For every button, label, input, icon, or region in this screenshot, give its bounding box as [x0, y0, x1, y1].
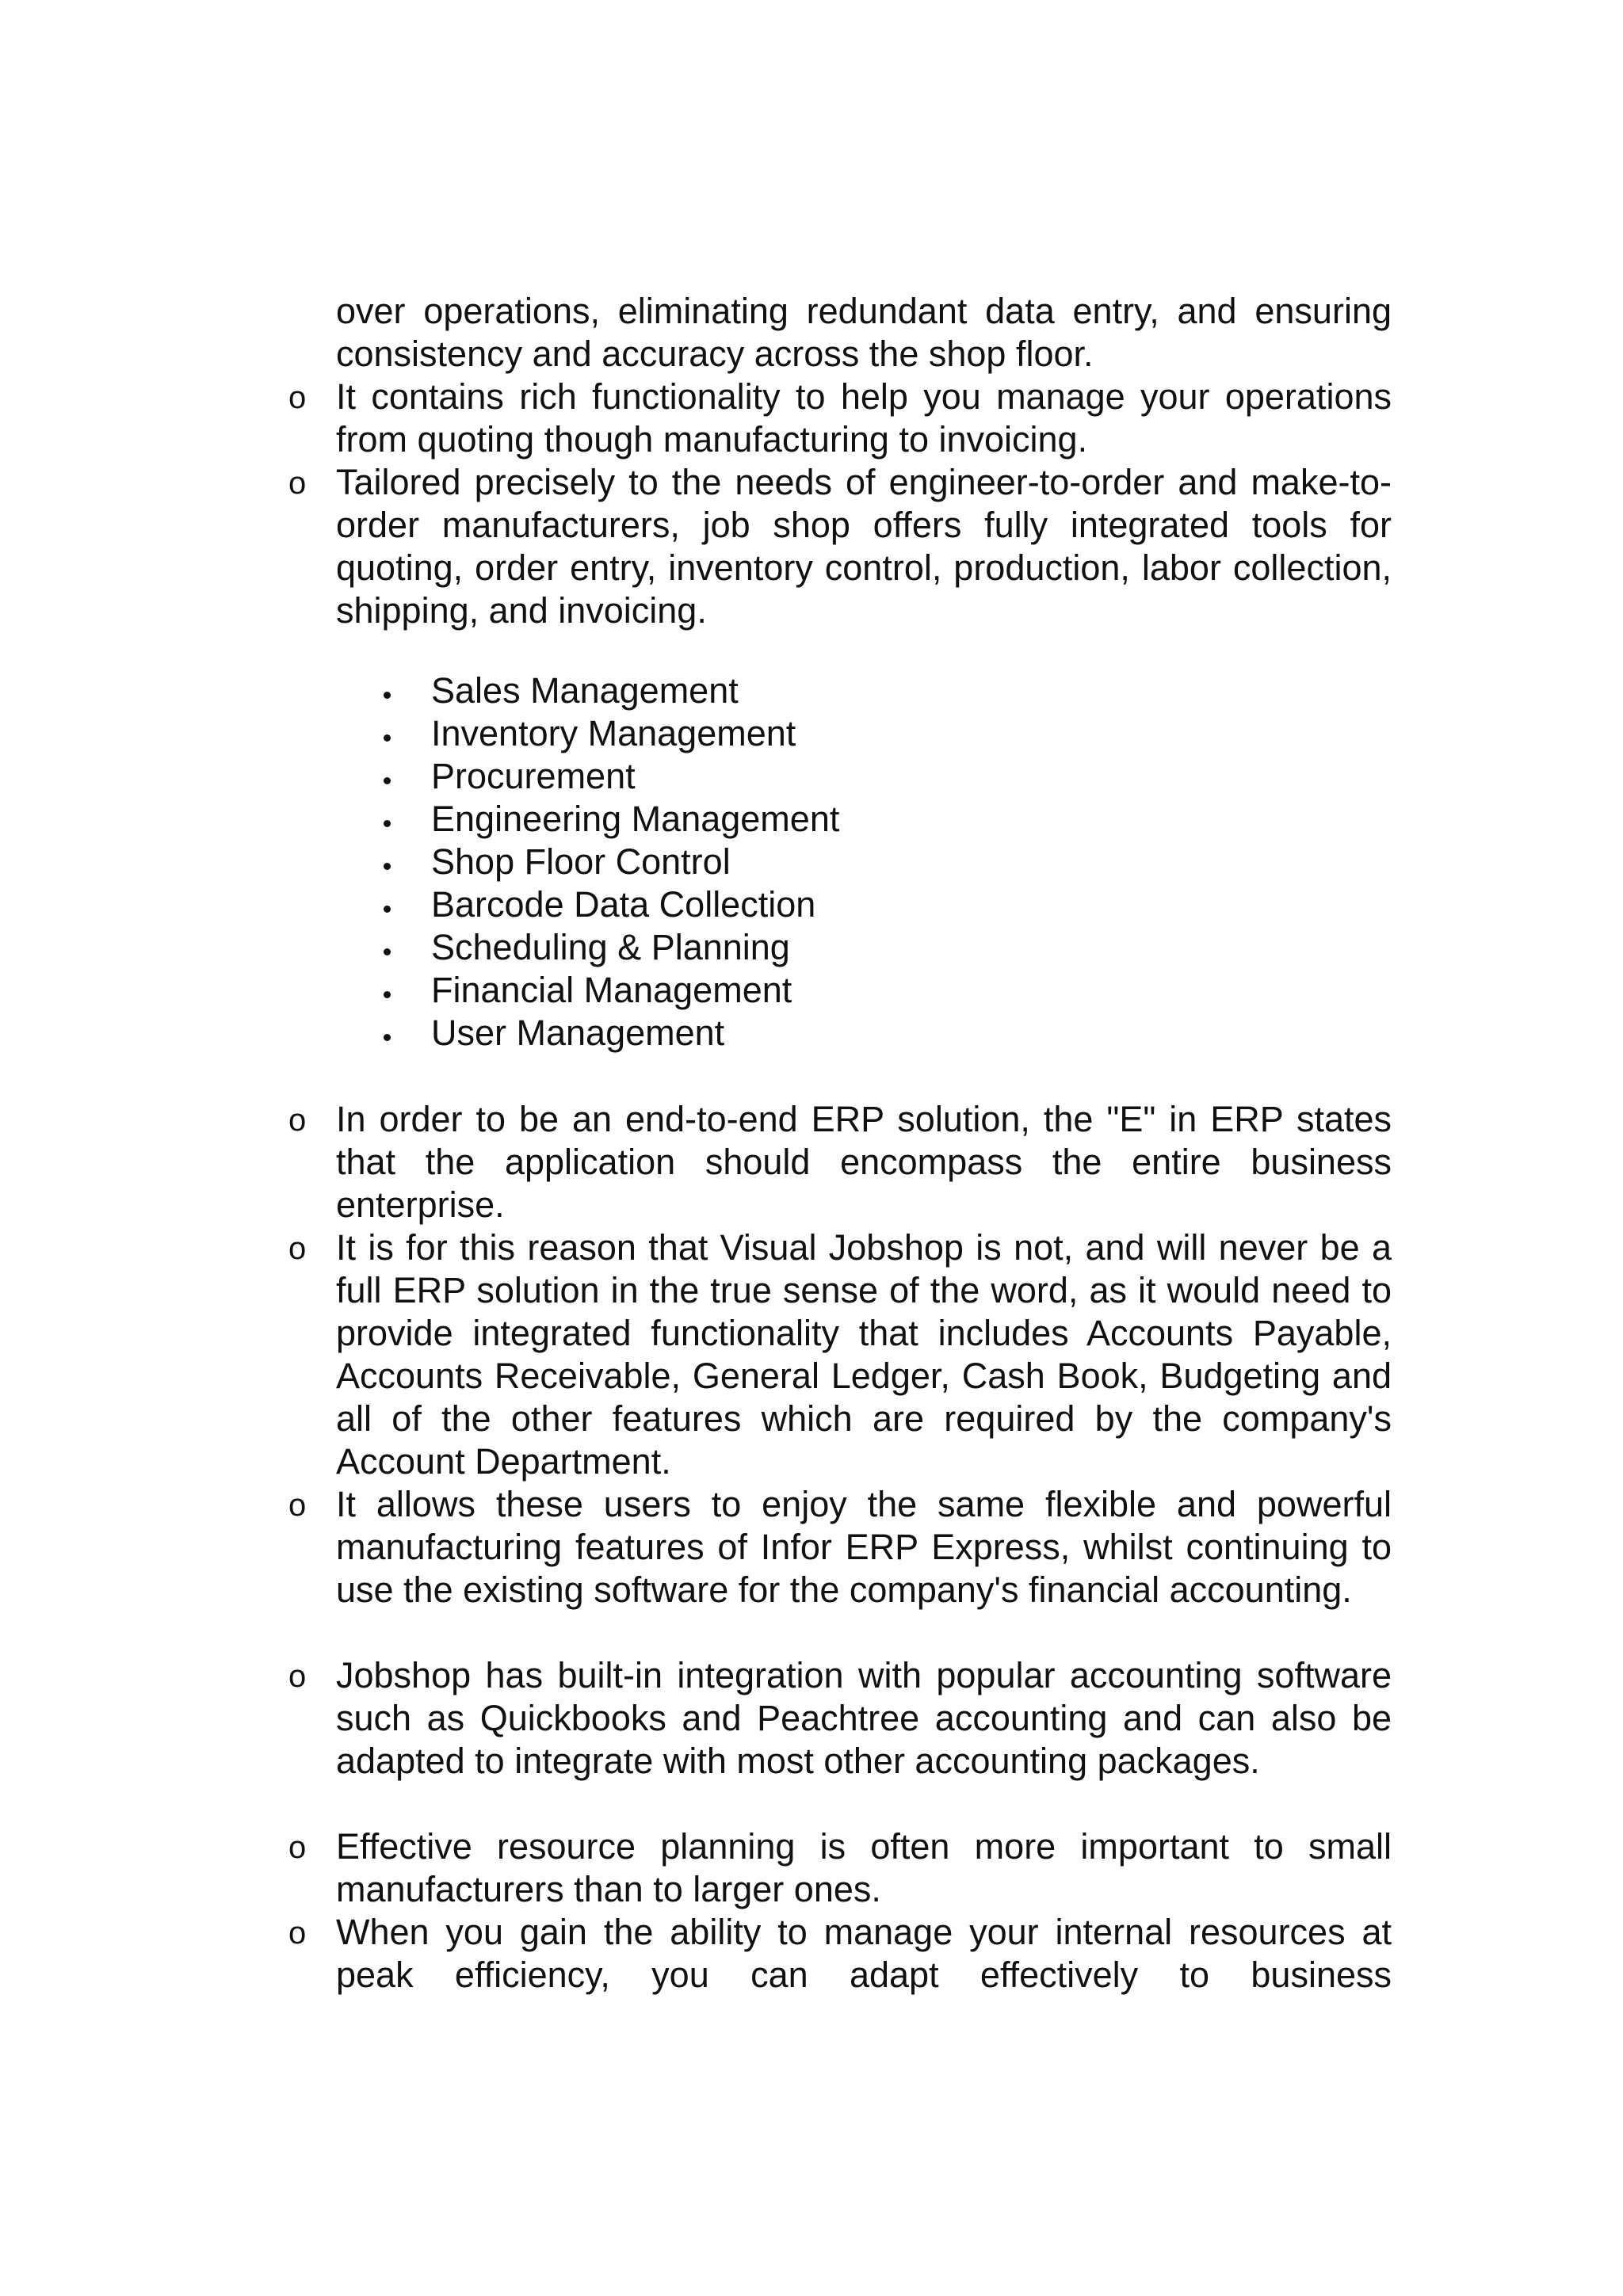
- bullet-dot-icon: [380, 969, 396, 1012]
- bullet-dot-icon: [380, 1012, 396, 1055]
- bullet-dot-icon: [380, 798, 396, 841]
- circle-bullet-marker: o: [288, 1103, 307, 1138]
- list-item-text: Tailored precisely to the needs of engineer-to-order and make-to-order manufacturers, job shop offers fully integrated tools for quoting, order entry, inventory control, production, labor collection, shipping, and invoicing.: [336, 462, 1392, 631]
- list-item-text: It allows these users to enjoy the same flexible and powerful manufacturing features of Infor ERP Express, whilst continuing to use the existing software for the company's financial accounting.: [336, 1484, 1392, 1610]
- circle-bullet-marker: o: [288, 1231, 307, 1266]
- circle-bullet-marker: o: [288, 466, 307, 501]
- circle-bullet-marker: o: [288, 1916, 307, 1951]
- list-item: [336, 1654, 1392, 1783]
- bullet-dot-icon: [380, 755, 396, 798]
- module-item: Sales Management: [431, 670, 739, 711]
- module-item: User Management: [431, 1013, 725, 1053]
- list-item-text: Jobshop has built-in integration with popular accounting software such as Quickbooks and Peachtree accounting and can also be adapted to integrate with most other accounting packages.: [336, 1655, 1392, 1781]
- list-item-text: It is for this reason that Visual Jobshop is not, and will never be a full ERP solution in the true sense of the word, as it would need to provide integrated functionality that includes Accounts Payable, Accounts Receivable, General Ledger, Cash Book, Budgeting and all of the other features which are required by the company's Account Department.: [336, 1227, 1392, 1482]
- module-item: Engineering Management: [431, 799, 840, 839]
- bullet-dot-icon: [380, 883, 396, 926]
- bullet-dot-icon: [380, 669, 396, 712]
- circle-bullet-marker: o: [288, 380, 307, 415]
- list-item-text: When you gain the ability to manage your internal resources at peak efficiency, you can adapt effectively to business: [336, 1912, 1392, 1995]
- list-item: [336, 461, 1392, 632]
- circle-bullet-marker: o: [288, 1830, 307, 1865]
- list-item: [336, 1226, 1392, 1483]
- continuation-paragraph: [336, 290, 1392, 376]
- module-item: Shop Floor Control: [431, 841, 731, 882]
- list-item-text: In order to be an end-to-end ERP solution, the "E" in ERP states that the application should encompass the entire business enterprise.: [336, 1099, 1392, 1225]
- circle-bullet-marker: o: [288, 1659, 307, 1694]
- bullet-dot-icon: [380, 926, 396, 969]
- module-item: Barcode Data Collection: [431, 884, 816, 925]
- paragraph-text: over operations, eliminating redundant data entry, and ensuring consistency and accuracy across the shop floor.: [336, 291, 1392, 374]
- list-item-text: Effective resource planning is often more important to small manufacturers than to larger ones.: [336, 1826, 1392, 1909]
- list-item: [336, 376, 1392, 461]
- module-item: Financial Management: [431, 970, 792, 1010]
- list-item: [336, 1098, 1392, 1226]
- module-item: Procurement: [431, 756, 636, 796]
- list-item: [336, 1483, 1392, 1611]
- bullet-dot-icon: [380, 712, 396, 755]
- module-item: Scheduling & Planning: [431, 927, 790, 967]
- list-item-text: It contains rich functionality to help you manage your operations from quoting though manufacturing to invoicing.: [336, 376, 1392, 460]
- list-item: [336, 1825, 1392, 1911]
- bullet-dot-icon: [380, 841, 396, 883]
- module-item: Inventory Management: [431, 713, 796, 753]
- list-item: [336, 1911, 1392, 1997]
- circle-bullet-marker: o: [288, 1488, 307, 1523]
